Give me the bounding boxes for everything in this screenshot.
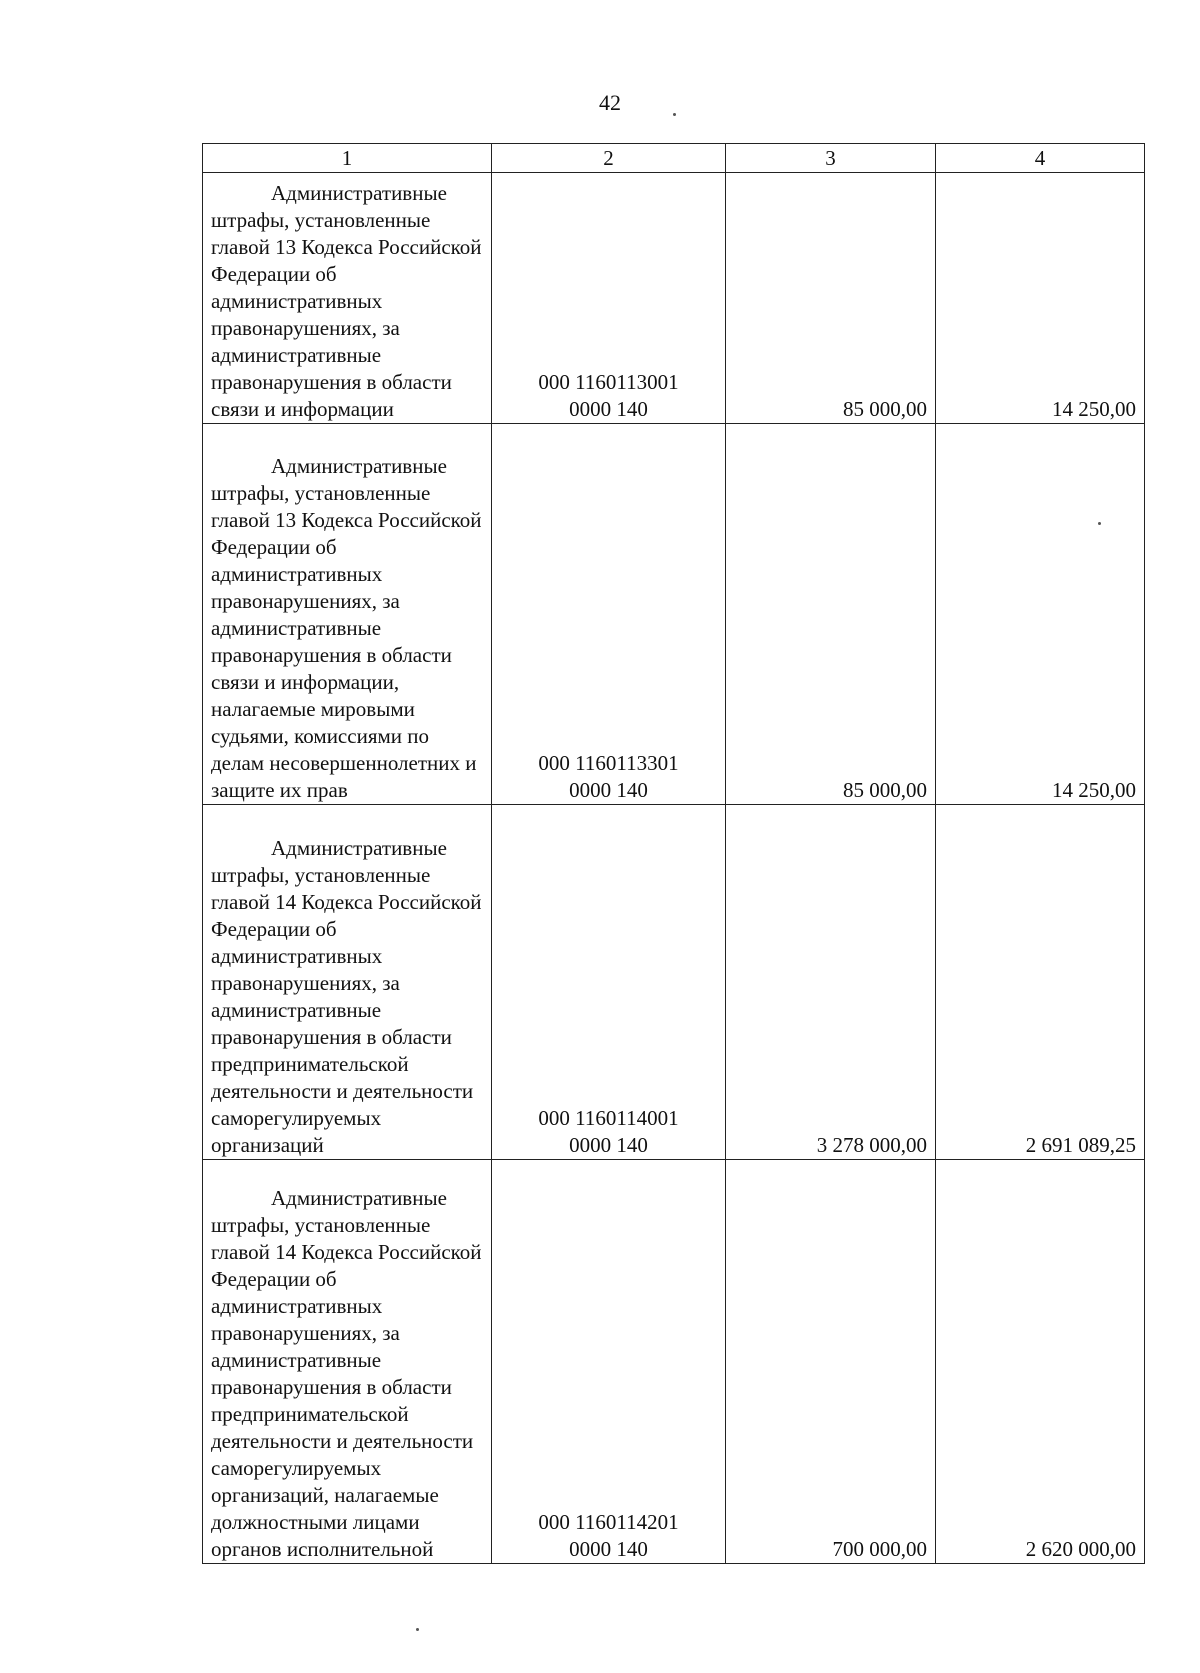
amount-col3: 3 278 000,00 [726, 805, 936, 1160]
column-header-4: 4 [936, 144, 1145, 173]
page-number: 42 [599, 90, 621, 115]
table-row [203, 173, 1145, 424]
code-line-1: 000 1160114201 [538, 1510, 679, 1534]
amount-col4: 2 620 000,00 [936, 1160, 1145, 1564]
amount-col3: 85 000,00 [726, 424, 936, 805]
table-row [203, 424, 1145, 805]
header-row [203, 144, 1145, 173]
budget-code [492, 424, 726, 805]
amount-col4: 14 250,00 [936, 424, 1145, 805]
column-header-1: 1 [203, 144, 492, 173]
budget-code [492, 1160, 726, 1564]
column-header-3: 3 [726, 144, 936, 173]
income-description: Административные штрафы, установленные главой 13 Кодекса Российской Федерации об административных правонарушениях, за административные правонарушения в области связи и информации [203, 173, 492, 424]
code-line-2: 0000 140 [569, 778, 648, 802]
amount-col3: 700 000,00 [726, 1160, 936, 1564]
amount-col4: 2 691 089,25 [936, 805, 1145, 1160]
column-header-2: 2 [492, 144, 726, 173]
amount-col3: 85 000,00 [726, 173, 936, 424]
scan-speck [416, 1628, 419, 1631]
code-line-1: 000 1160113301 [538, 751, 679, 775]
scan-speck [673, 113, 676, 116]
code-line-2: 0000 140 [569, 1133, 648, 1157]
amount-col4: 14 250,00 [936, 173, 1145, 424]
budget-code [492, 173, 726, 424]
income-description: Административные штрафы, установленные главой 13 Кодекса Российской Федерации об административных правонарушениях, за административные правонарушения в области связи и информации, налагаемые мировыми судьями, комиссиями по делам несовершеннолетних и защите их прав [203, 424, 492, 805]
code-line-1: 000 1160114001 [538, 1106, 679, 1130]
income-description: Административные штрафы, установленные главой 14 Кодекса Российской Федерации об административных правонарушениях, за административные правонарушения в области предпринимательской деятельности и деятельности саморегулируемых организаций, налагаемые должностными лицами органов исполнительной [203, 1160, 492, 1564]
code-line-2: 0000 140 [569, 397, 648, 421]
budget-code [492, 805, 726, 1160]
revenue-table [202, 143, 1145, 1564]
code-line-1: 000 1160113001 [538, 370, 679, 394]
code-line-2: 0000 140 [569, 1537, 648, 1561]
table-row [203, 1160, 1145, 1564]
income-description: Административные штрафы, установленные главой 14 Кодекса Российской Федерации об административных правонарушениях, за административные правонарушения в области предпринимательской деятельности и деятельности саморегулируемых организаций [203, 805, 492, 1160]
table-row [203, 805, 1145, 1160]
scan-speck [1098, 522, 1101, 525]
